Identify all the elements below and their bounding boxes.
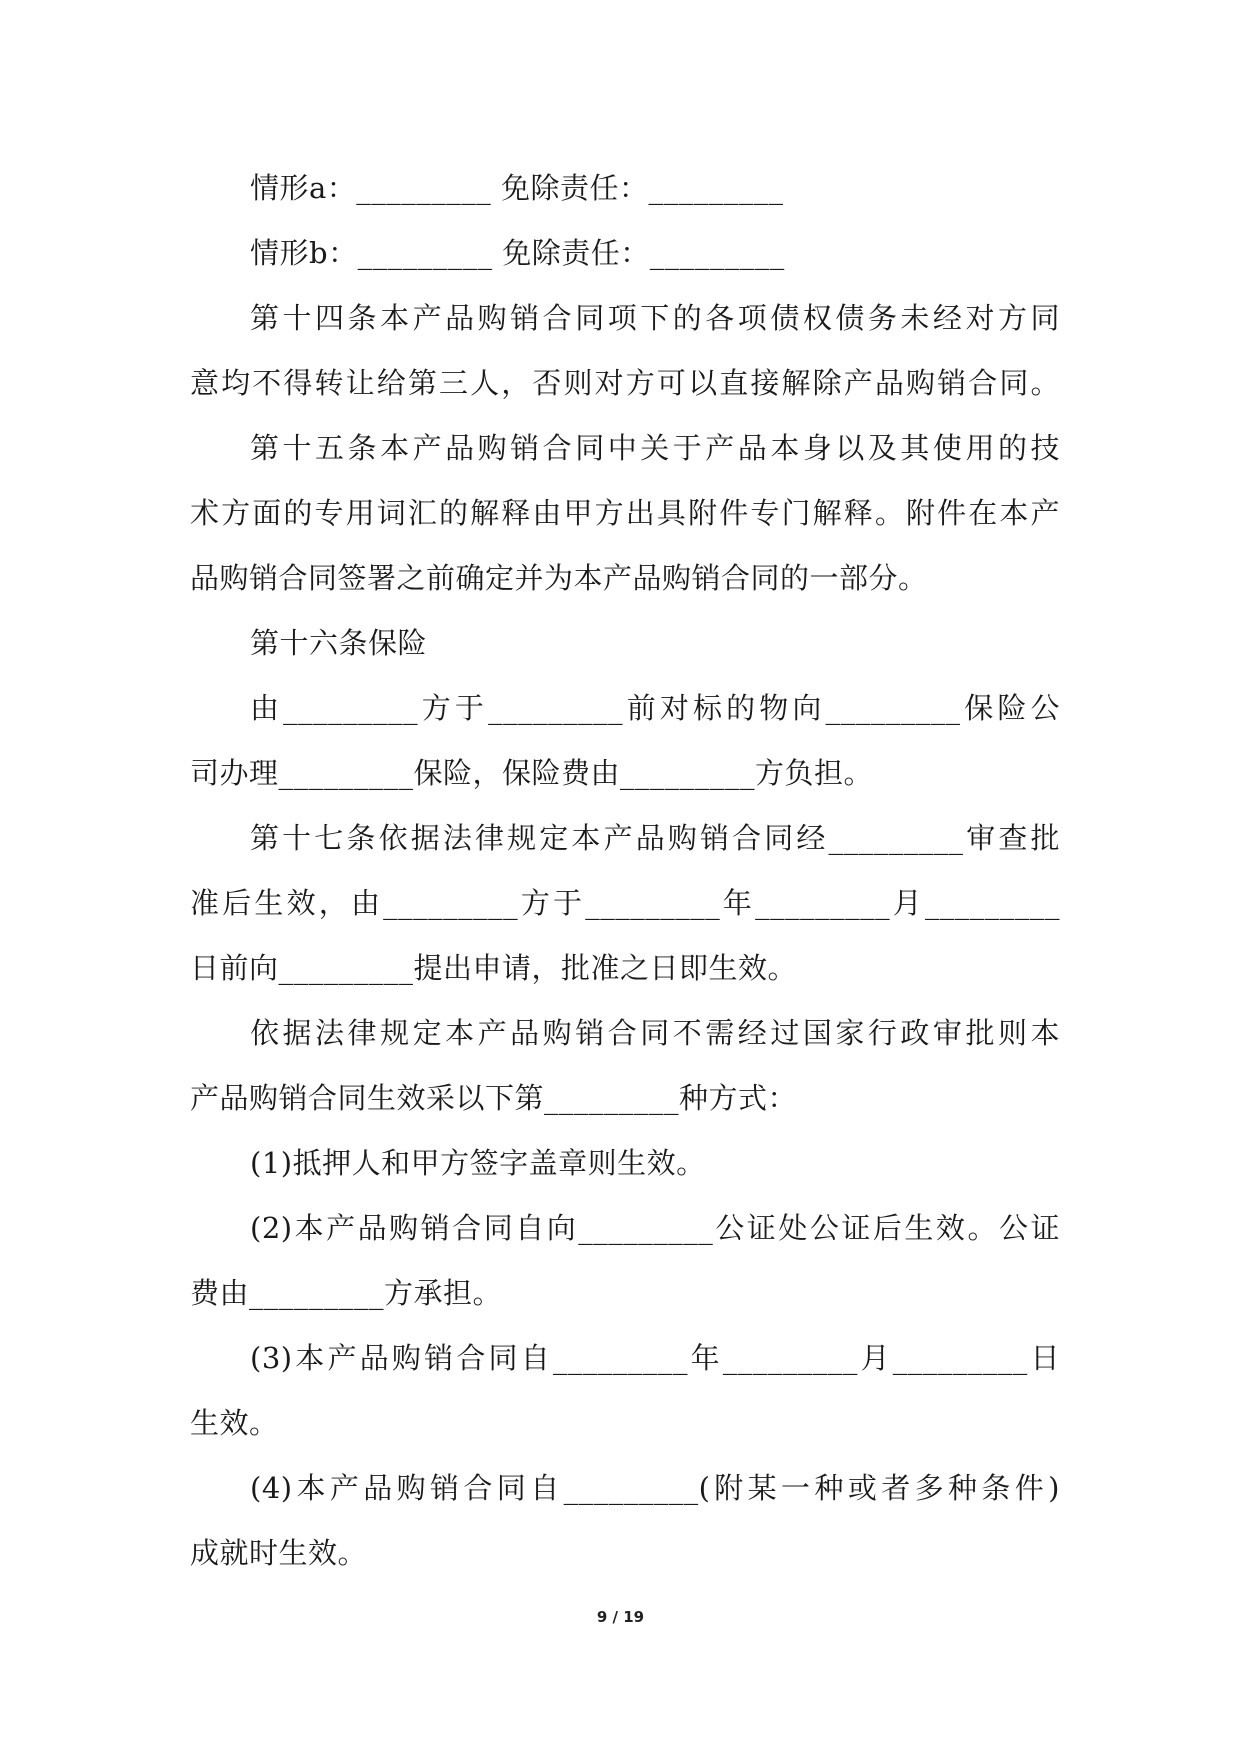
text-line: 第十四条本产品购销合同项下的各项债权债务未经对方同 xyxy=(250,301,1060,335)
list-item: (2)本产品购销合同自向_________公证处公证后生效。公证 xyxy=(250,1211,1060,1245)
page-number: 9 / 19 xyxy=(596,1608,645,1626)
section-heading: 第十六条保险 xyxy=(250,626,428,660)
text-line: 成就时生效。 xyxy=(190,1536,368,1570)
list-item: (1)抵押人和甲方签字盖章则生效。 xyxy=(250,1146,706,1180)
text-line: 第十五条本产品购销合同中关于产品本身以及其使用的技 xyxy=(250,431,1060,465)
text-line: 生效。 xyxy=(190,1406,279,1440)
text-line: 产品购销合同生效采以下第_________种方式： xyxy=(190,1081,798,1115)
text-line: 意均不得转让给第三人，否则对方可以直接解除产品购销合同。 xyxy=(190,366,1060,400)
text-line: 司办理_________保险，保险费由_________方负担。 xyxy=(190,756,874,790)
text-line: 品购销合同签署之前确定并为本产品购销合同的一部分。 xyxy=(190,561,928,595)
text-line: 情形a：_________ 免除责任：_________ xyxy=(250,171,784,205)
text-line: 费由_________方承担。 xyxy=(190,1276,503,1310)
text-line: 依据法律规定本产品购销合同不需经过国家行政审批则本 xyxy=(250,1016,1060,1050)
text-line: 由_________方于_________前对标的物向_________保险公 xyxy=(250,691,1060,725)
document-body xyxy=(190,156,1060,1586)
text-line: 准后生效，由_________方于_________年_________月_________ xyxy=(190,886,1060,920)
text-line: 术方面的专用词汇的解释由甲方出具附件专门解释。附件在本产 xyxy=(190,496,1060,530)
text-line: 第十七条依据法律规定本产品购销合同经_________审查批 xyxy=(250,821,1060,855)
text-line: 情形b：_________ 免除责任：_________ xyxy=(250,236,785,270)
text-line: 日前向_________提出申请，批准之日即生效。 xyxy=(190,951,798,985)
list-item: (4)本产品购销合同自_________(附某一种或者多种条件) xyxy=(250,1471,1060,1505)
list-item: (3)本产品购销合同自_________年_________月_________日 xyxy=(250,1341,1060,1375)
